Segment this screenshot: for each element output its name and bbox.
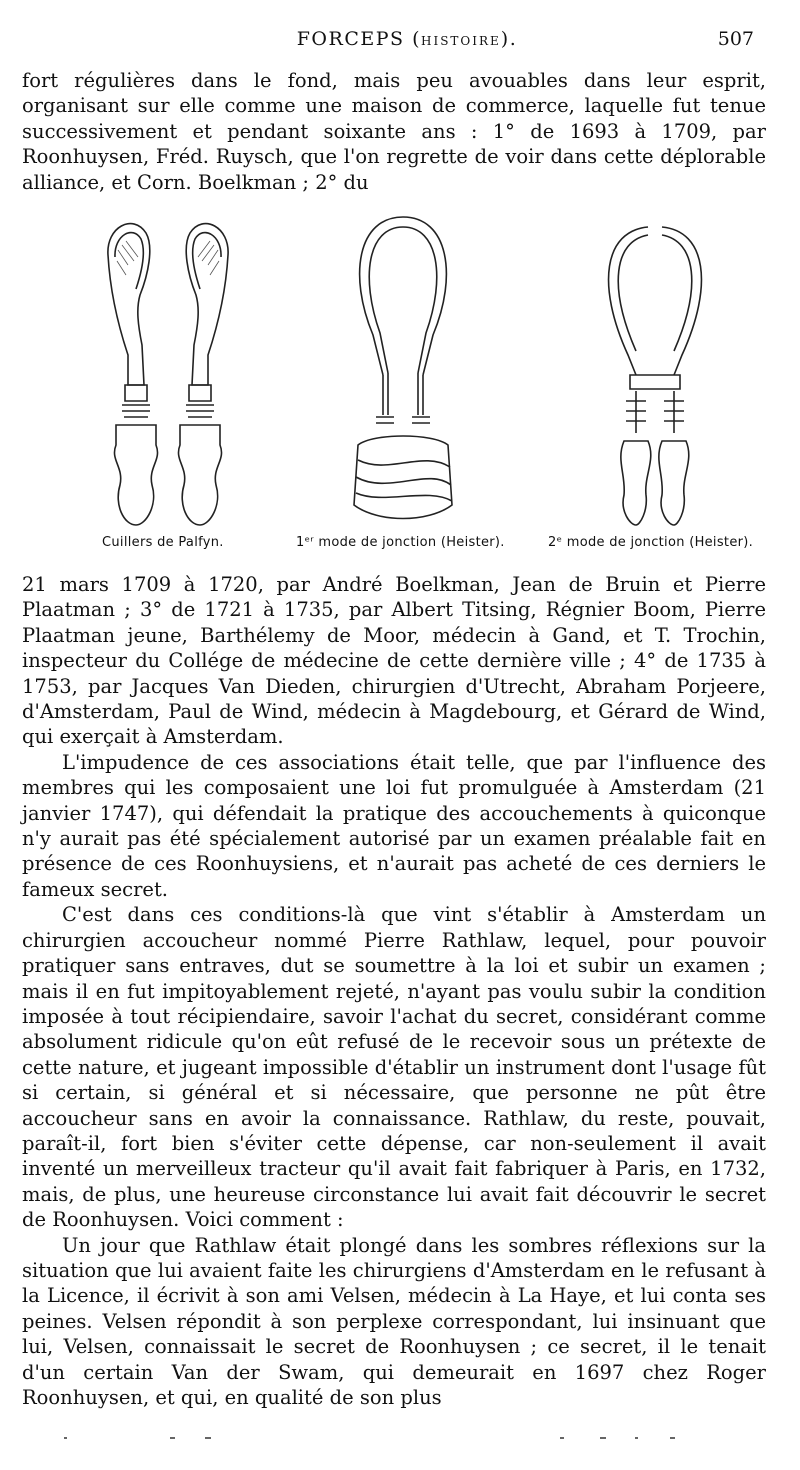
running-title [60, 28, 754, 50]
running-header [60, 28, 754, 54]
paragraph: Un jour que Rathlaw était plongé dans les sombres réflexions sur la situation que lui avaient faite les chirurgiens d'Amsterdam en le refusant à la Licence, il écrivit à son ami Velsen, médecin à La Haye, et lui conta ses peines. Velsen répondit à son perplexe correspondant, lui insinuant que lui, Velsen, connaissait le secret de Roonhuysen ; ce secret, il le tenait d'un certain Van der Swam, qui demeurait en 1697 chez Roger Roonhuysen, et qui, en qualité de son plus [22, 1233, 766, 1409]
paragraph: C'est dans ces conditions-là que vint s'établir à Amsterdam un chirurgien accoucheur nommé Pierre Rathlaw, lequel, pour pouvoir pratiquer sans entraves, dut se soumettre à la loi et subir un examen ; mais il en fut impitoyablement rejeté, n'ayant pas voulu subir la condition imposée à tout récipiendaire, savoir l'achat du secret, considérant comme absolument ridicule qu'on eût refusé de le recevoir sous un prétexte de cette nature, et jugeant impossible d'établir un instrument dont l'usage fût si certain, si général et si nécessaire, que personne ne pût être accoucheur sans en avoir la connaissance. Rathlaw, du reste, pouvait, paraît-il, fort bien s'éviter cette dépense, car non-seulement il avait inventé un merveilleux tracteur qu'il avait fait fabriquer à Paris, en 1732, mais, de plus, une heureuse circonstance lui avait fait découvrir le secret de Roonhuysen. Voici comment : [22, 903, 766, 1232]
body-text-block [22, 572, 766, 1410]
figure-caption-1: Cuillers de Palfyn. [102, 535, 224, 550]
first-junction-illustration [328, 205, 478, 535]
page-number: 507 [717, 28, 754, 50]
running-title-main: FORCEPS ( [296, 28, 421, 50]
paragraph: 21 mars 1709 à 1720, par André Boelkman, Jean de Bruin et Pierre Plaatman ; 3° de 1721 à 1735, par Albert Titsing, Régnier Boom, Pierre Plaatman jeune, Barthélemy de Moor, médecin à Gand, et T. Trochin, inspecteur du Collége de médecine de cette dernière ville ; 4° de 1735 à 1753, par Jacques Van Dieden, chirurgien d'Utrecht, Abraham Porjeere, d'Amsterdam, Paul de Wind, médecin à Magdebourg, et Gérard de Wind, qui exerçait à Amsterdam. [22, 573, 766, 749]
palfyn-spoons-illustration [88, 205, 248, 535]
running-title-end: ). [500, 28, 518, 50]
second-junction-illustration [580, 205, 730, 535]
bottom-speckles [60, 1434, 760, 1442]
figures-plate [60, 205, 780, 565]
figure-caption-3: 2ᵉ mode de jonction (Heister). [548, 535, 754, 550]
figure-caption-2: 1ᵉʳ mode de jonction (Heister). [296, 535, 505, 550]
paragraph: L'impudence de ces associations était telle, que par l'influence des membres qui les composaient une loi fut promulguée à Amsterdam (21 janvier 1747), qui défendait la pratique des accouchements à quiconque n'y aurait pas été spécialement autorisé par un examen préalable fait en présence de ces Roonhuysiens, et n'aurait pas acheté de ces derniers le fameux secret. [22, 750, 766, 901]
top-text-block [22, 68, 766, 195]
running-title-small: HISTOIRE [420, 34, 501, 48]
paragraph: fort régulières dans le fond, mais peu avouables dans leur esprit, organisant sur elle comme une maison de commerce, laquelle fut tenue successivement et pendant soixante ans : 1° de 1693 à 1709, par Roonhuysen, Fréd. Ruysch, que l'on regrette de voir dans cette déplorable alliance, et Corn. Boelkman ; 2° du [22, 69, 766, 194]
